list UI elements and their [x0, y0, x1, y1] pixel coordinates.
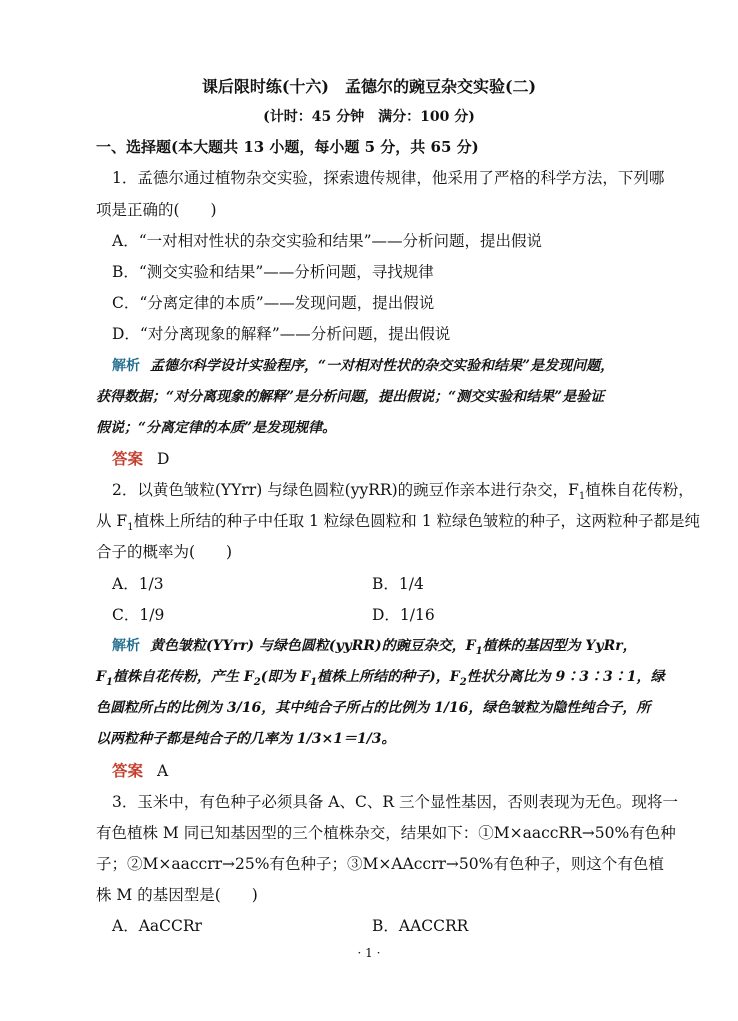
q2-option-c: C．1/9 [112, 606, 165, 624]
q3-option-b: B．AACCRR [372, 917, 469, 935]
q2-option-d: D．1/16 [372, 606, 435, 624]
q3-stem-line2: 有色植株 M 同已知基因型的三个植株杂交，结果如下：①M×aaccRR→50%有色种 [96, 824, 676, 842]
answer-label: 答案 [112, 449, 144, 468]
section-heading: 一、选择题(本大题共 13 小题，每小题 5 分，共 65 分) [96, 138, 479, 156]
q3-option-a: A．AaCCRr [112, 917, 202, 935]
q1-analysis-line3: 假说；“分离定律的本质”是发现规律。 [96, 420, 337, 436]
q3-stem-line4: 株 M 的基因型是( ) [96, 886, 258, 904]
q1-stem-line2: 项是正确的( ) [96, 201, 217, 219]
page-subtitle: (计时：45 分钟 满分：100 分) [263, 109, 475, 125]
q2-option-a: A．1/3 [112, 575, 164, 593]
analysis-label: 解析 [112, 358, 140, 374]
q2-stem-line2: 从 $F_1$植株上所结的种子中任取 1 粒绿色圆粒和 1 粒绿色皱粒的种子，这两粒种子都是纯 [96, 512, 700, 534]
q2-analysis-line4: 以两粒种子都是纯合子的几率为 1/3×1＝1/3。 [96, 731, 396, 747]
q2-analysis-line1: 解析 黄色皱粒(YYrr) 与绿色圆粒(yyRR)的豌豆杂交，$F_1$植株的基因型为 YyRr， [112, 638, 637, 657]
analysis-label: 解析 [112, 638, 140, 654]
q1-option-a: A．“一对相对性状的杂交实验和结果”——分析问题，提出假说 [112, 232, 543, 250]
q2-answer: 答案 A [112, 761, 169, 780]
page-number: · 1 · [357, 946, 381, 960]
q1-option-b: B．“测交实验和结果”——分析问题，寻找规律 [112, 263, 434, 281]
page-title: 课后限时练(十六) 孟德尔的豌豆杂交实验(二) [201, 77, 537, 96]
q2-stem-line1: 2．以黄色皱粒(YYrr) 与绿色圆粒(yyRR)的豌豆作亲本进行杂交，$F_1$植株自花传粉， [112, 481, 694, 503]
q3-stem-line3: 子；②M×aaccrr→25%有色种子；③M×AAccrr→50%有色种子，则这个有色植 [96, 855, 664, 873]
q2-option-b: B．1/4 [372, 575, 424, 593]
q1-analysis-line1: 解析 孟德尔科学设计实验程序，“一对相对性状的杂交实验和结果”是发现问题， [112, 358, 615, 374]
q3-stem-line1: 3．玉米中，有色种子必须具备 A、C、R 三个显性基因，否则表现为无色。现将一 [112, 793, 678, 811]
q2-stem-line3: 合子的概率为( ) [96, 543, 233, 561]
q1-option-c: C．“分离定律的本质”——发现问题，提出假说 [112, 294, 435, 312]
q2-analysis-line2: $F_1$植株自花传粉，产生 $F_2$(即为 $F_1$植株上所结的种子)，$F_2$性状分离比为 9∶3∶3∶1，绿 [96, 669, 665, 688]
q2-analysis-line3: 色圆粒所占的比例为 3/16，其中纯合子所占的比例为 1/16，绿色皱粒为隐性纯合子，所 [96, 700, 651, 716]
q1-stem-line1: 1．孟德尔通过植物杂交实验，探索遗传规律，他采用了严格的科学方法，下列哪 [112, 169, 665, 187]
q1-answer: 答案 D [112, 449, 170, 468]
q1-analysis-line2: 获得数据；“对分离现象的解释”是分析问题，提出假说；“测交实验和结果”是验证 [96, 389, 605, 405]
q1-option-d: D．“对分离现象的解释”——分析问题，提出假说 [112, 325, 451, 343]
answer-label: 答案 [112, 761, 144, 780]
